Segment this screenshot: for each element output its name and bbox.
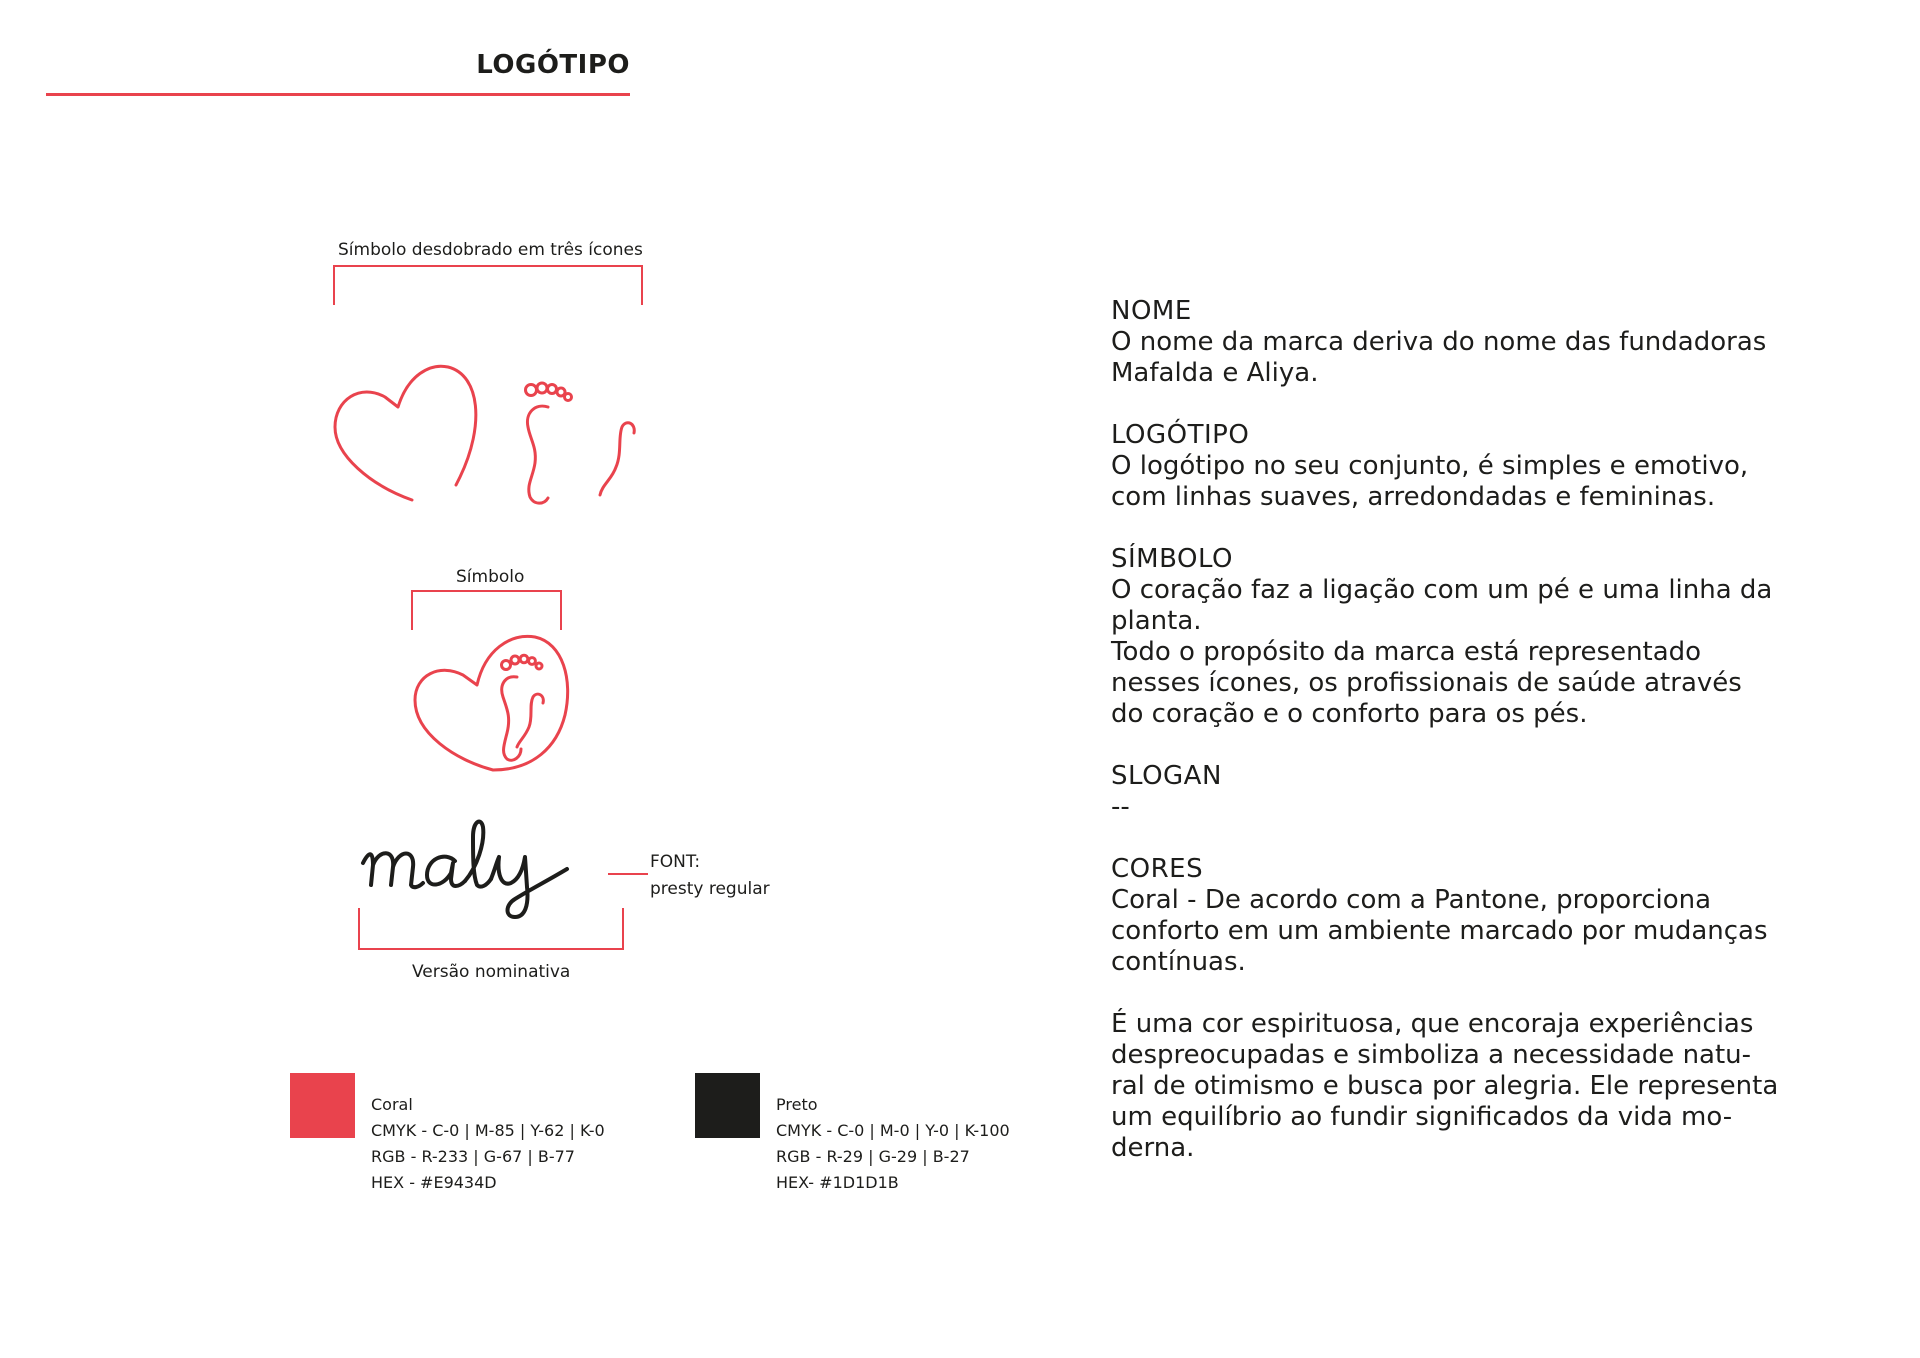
section-simbolo	[1111, 544, 1831, 730]
header-divider	[46, 93, 630, 96]
section-line: Coral - De acordo com a Pantone, proporciona	[1111, 885, 1712, 915]
section-line: O logótipo no seu conjunto, é simples e emotivo,	[1111, 451, 1749, 481]
preto-color-info	[776, 1092, 1010, 1196]
plant-line-icon	[600, 423, 634, 495]
symbol-caption: Símbolo	[456, 567, 525, 587]
font-name: presty regular	[650, 879, 770, 899]
footprint-icon	[526, 383, 572, 503]
preto-swatch	[695, 1073, 760, 1138]
section-line: É uma cor espirituosa, que encoraja experiências	[1111, 1009, 1754, 1039]
symbol-bracket	[411, 590, 562, 630]
heart-foot-symbol-icon	[405, 625, 580, 780]
section-line: Todo o propósito da marca está representado	[1111, 637, 1702, 667]
icons-bracket	[333, 265, 643, 305]
section-line: planta.	[1111, 606, 1202, 636]
page-title: LOGÓTIPO	[476, 50, 630, 80]
color-hex: HEX - #E9434D	[371, 1173, 497, 1192]
section-line: ral de otimismo e busca por alegria. Ele representa	[1111, 1071, 1779, 1101]
section-line: Mafalda e Aliya.	[1111, 358, 1319, 388]
heart-icon	[335, 366, 476, 500]
wordmark-logo	[355, 813, 625, 923]
coral-color-info	[371, 1092, 605, 1196]
section-title: CORES	[1111, 854, 1204, 884]
color-hex: HEX- #1D1D1B	[776, 1173, 899, 1192]
font-pointer-line	[608, 873, 648, 875]
description-column	[1111, 296, 1831, 1195]
three-icons	[330, 355, 650, 510]
section-logotipo	[1111, 420, 1831, 513]
section-line: do coração e o conforto para os pés.	[1111, 699, 1588, 729]
section-nome	[1111, 296, 1831, 389]
section-title: SÍMBOLO	[1111, 544, 1233, 574]
section-title: SLOGAN	[1111, 761, 1222, 791]
color-rgb: RGB - R-233 | G-67 | B-77	[371, 1147, 575, 1166]
icons-caption: Símbolo desdobrado em três ícones	[338, 240, 643, 260]
section-line: O nome da marca deriva do nome das fundadoras	[1111, 327, 1767, 357]
section-line: com linhas suaves, arredondadas e femininas.	[1111, 482, 1716, 512]
section-title: LOGÓTIPO	[1111, 420, 1250, 450]
color-name: Preto	[776, 1095, 818, 1114]
color-cmyk: CMYK - C-0 | M-0 | Y-0 | K-100	[776, 1121, 1010, 1140]
section-line: conforto em um ambiente marcado por mudanças	[1111, 916, 1768, 946]
coral-swatch	[290, 1073, 355, 1138]
section-line: O coração faz a ligação com um pé e uma linha da	[1111, 575, 1773, 605]
section-line: contínuas.	[1111, 947, 1246, 977]
color-name: Coral	[371, 1095, 413, 1114]
wordmark-caption: Versão nominativa	[412, 962, 571, 982]
section-title: NOME	[1111, 296, 1192, 326]
section-line: nesses ícones, os profissionais de saúde através	[1111, 668, 1742, 698]
section-line: derna.	[1111, 1133, 1195, 1163]
section-line: despreocupadas e simboliza a necessidade natu-	[1111, 1040, 1752, 1070]
section-slogan	[1111, 761, 1831, 823]
section-line: --	[1111, 792, 1130, 822]
color-cmyk: CMYK - C-0 | M-85 | Y-62 | K-0	[371, 1121, 605, 1140]
section-line: um equilíbrio ao fundir significados da vida mo-	[1111, 1102, 1733, 1132]
color-rgb: RGB - R-29 | G-29 | B-27	[776, 1147, 970, 1166]
wordmark-bracket	[358, 908, 624, 950]
section-cores	[1111, 854, 1831, 1164]
font-label: FONT:	[650, 852, 701, 872]
